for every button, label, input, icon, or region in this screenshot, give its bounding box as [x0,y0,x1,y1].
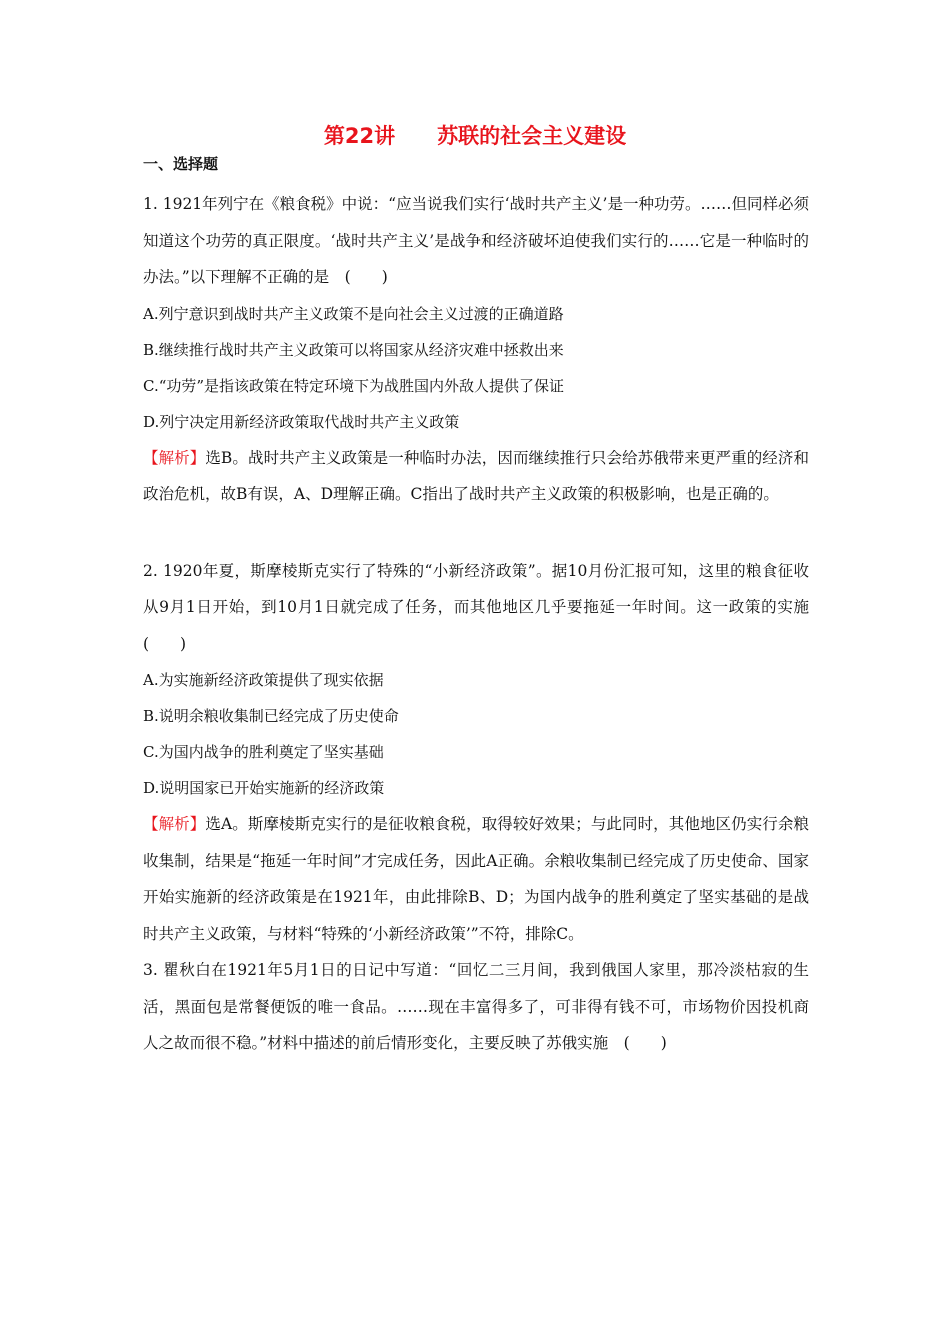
question-1-analysis [143,440,809,513]
question-2-option-d: D.说明国家已开始实施新的经济政策 [143,779,385,797]
analysis-label: 【解析】 [143,448,206,467]
question-1-analysis-text: 选B。战时共产主义政策是一种临时办法，因而继续推行只会给苏俄带来更严重的经济和政治危机，故B有误，A、D理解正确。C指出了战时共产主义政策的积极影响，也是正确的。 [143,448,809,503]
question-2-option-a: A.为实施新经济政策提供了现实依据 [143,671,384,689]
question-2-stem: 2. 1920年夏，斯摩棱斯克实行了特殊的“小新经济政策”。据10月份汇报可知，这里的粮食征收从9月1日开始，到10月1日就完成了任务，而其他地区几乎要拖延一年时间。这一政策的实施 ( ) [143,561,825,653]
question-2-option-b: B.说明余粮收集制已经完成了历史使命 [143,707,399,725]
question-1-option-c: C.“功劳”是指该政策在特定环境下为战胜国内外敌人提供了保证 [143,376,565,395]
analysis-label: 【解析】 [143,815,206,833]
section-heading: 一、选择题 [143,155,219,173]
question-2-analysis-text: 选A。斯摩棱斯克实行的是征收粮食税，取得较好效果；与此同时，其他地区仍实行余粮收集制，结果是“拖延一年时间”才完成任务，因此A正确。余粮收集制已经完成了历史使命、国家开始实施新的经济政策是在1921年，由此排除B、D；为国内战争的胜利奠定了坚实基础的是战时共产主义政策，与材料“特殊的‘小新经济政策’”不符，排除C。 [143,815,809,943]
question-3 [143,952,809,1062]
spacer [143,513,809,549]
question-1-option-a: A.列宁意识到战时共产主义政策不是向社会主义过渡的正确道路 [143,304,564,323]
question-2-analysis [143,806,809,952]
question-2 [143,553,825,953]
document-body [143,186,825,1062]
page-title: 第22讲 苏联的社会主义建设 [323,124,627,148]
question-2-option-c: C.为国内战争的胜利奠定了坚实基础 [143,743,384,761]
question-1-option-d: D.列宁决定用新经济政策取代战时共产主义政策 [143,412,460,431]
question-1-option-b: B.继续推行战时共产主义政策可以将国家从经济灾难中拯救出来 [143,340,564,359]
question-1-stem: 1. 1921年列宁在《粮食税》中说：“应当说我们实行‘战时共产主义’是一种功劳。……但同样必须知道这个功劳的真正限度。‘战时共产主义’是战争和经济破坏迫使我们实行的……它是一种临时的办法。”以下理解不正确的是 ( ) [143,195,809,286]
question-1 [143,186,809,513]
question-3-stem: 3. 瞿秋白在1921年5月1日的日记中写道：“回忆二三月间，我到俄国人家里，那冷淡枯寂的生活，黑面包是常餐便饭的唯一食品。……现在丰富得多了，可非得有钱不可，市场物价因投机商人之故而很不稳。”材料中描述的前后情形变化，主要反映了苏俄实施 ( ) [143,961,809,1052]
